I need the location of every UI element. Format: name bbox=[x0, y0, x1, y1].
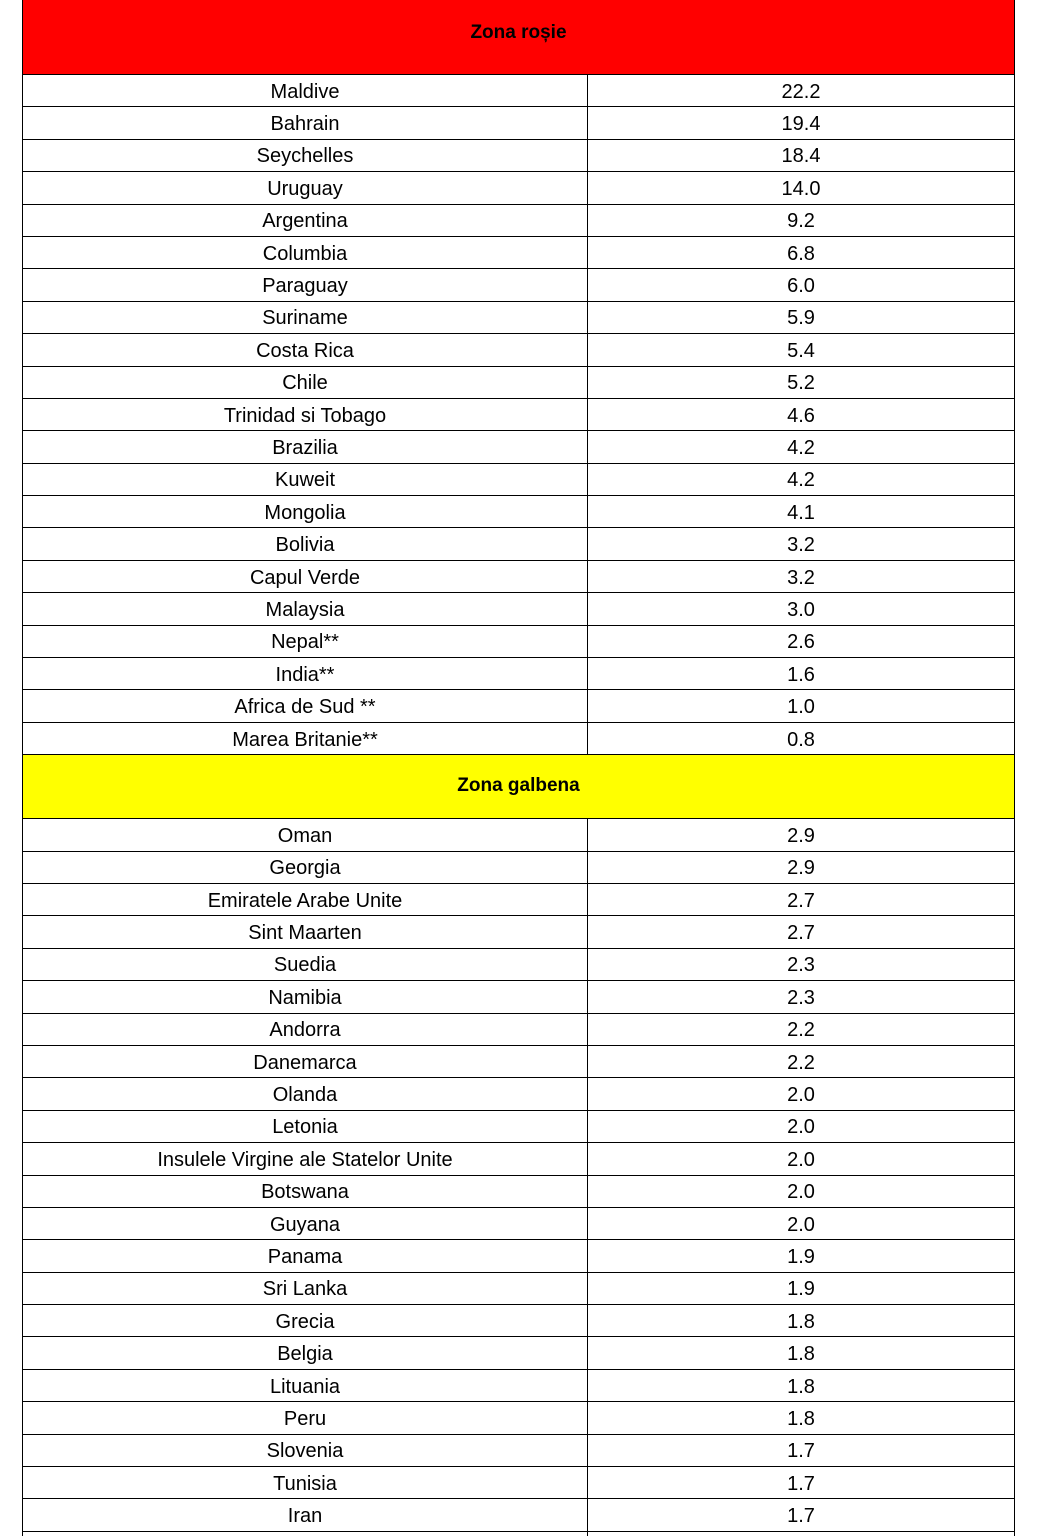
table-row bbox=[23, 949, 1014, 981]
country-cell: Nepal** bbox=[23, 626, 588, 657]
table-row bbox=[23, 981, 1014, 1013]
table-row bbox=[23, 658, 1014, 690]
country-cell: Slovenia bbox=[23, 1435, 588, 1466]
value-cell: 2.2 bbox=[787, 1019, 815, 1042]
value-cell: 6.8 bbox=[787, 242, 815, 265]
country-cell: Grecia bbox=[23, 1305, 588, 1336]
table-row bbox=[23, 1046, 1014, 1078]
value-cell: 9.2 bbox=[787, 210, 815, 233]
country-cell: Belgia bbox=[23, 1337, 588, 1368]
table-row bbox=[23, 528, 1014, 560]
yellow-zone-header: Zona galbena bbox=[23, 755, 1014, 819]
zone-table bbox=[22, 0, 1015, 1536]
red-zone-header: Zona roșie bbox=[23, 0, 1014, 75]
table-row bbox=[23, 1370, 1014, 1402]
value-cell: 1.7 bbox=[787, 1505, 815, 1528]
country-cell: Malaysia bbox=[23, 593, 588, 624]
value-cell: 22.2 bbox=[781, 80, 821, 103]
table-row bbox=[23, 1402, 1014, 1434]
country-cell: India** bbox=[23, 658, 588, 689]
value-cell: 1.8 bbox=[787, 1343, 815, 1366]
table-row bbox=[23, 1014, 1014, 1046]
value-cell: 2.7 bbox=[787, 889, 815, 912]
value-cell: 2.3 bbox=[787, 954, 815, 977]
country-cell: Peru bbox=[23, 1402, 588, 1433]
country-cell: Panama bbox=[23, 1240, 588, 1271]
value-cell: 18.4 bbox=[781, 145, 821, 168]
country-cell: Sint Maarten bbox=[23, 916, 588, 947]
country-cell: Africa de Sud ** bbox=[23, 690, 588, 721]
country-cell: Namibia bbox=[23, 981, 588, 1012]
country-cell: Mongolia bbox=[23, 496, 588, 527]
table-row bbox=[23, 1467, 1014, 1499]
value-cell: 2.3 bbox=[787, 986, 815, 1009]
value-cell: 2.6 bbox=[787, 631, 815, 654]
table-row bbox=[23, 1078, 1014, 1110]
table-row bbox=[23, 464, 1014, 496]
country-cell: Trinidad si Tobago bbox=[23, 399, 588, 430]
country-cell: Uruguay bbox=[23, 172, 588, 203]
table-row bbox=[23, 1435, 1014, 1467]
country-cell: Marea Britanie** bbox=[23, 723, 588, 754]
value-cell: 1.9 bbox=[787, 1278, 815, 1301]
table-row bbox=[23, 431, 1014, 463]
country-cell: Emiratele Arabe Unite bbox=[23, 884, 588, 915]
country-cell: Argentina bbox=[23, 205, 588, 236]
table-row bbox=[23, 140, 1014, 172]
country-cell: Bolivia bbox=[23, 528, 588, 559]
country-cell: Iran bbox=[23, 1499, 588, 1530]
table-row bbox=[23, 1240, 1014, 1272]
value-cell: 14.0 bbox=[781, 177, 821, 200]
value-cell: 2.0 bbox=[787, 1148, 815, 1171]
value-cell: 4.2 bbox=[787, 436, 815, 459]
country-cell: Insulele Virgine ale Statelor Unite bbox=[23, 1143, 588, 1174]
value-cell: 5.2 bbox=[787, 372, 815, 395]
country-cell: Oman bbox=[23, 819, 588, 850]
value-cell: 1.7 bbox=[787, 1472, 815, 1495]
value-cell: 5.4 bbox=[787, 339, 815, 362]
country-cell: Brazilia bbox=[23, 431, 588, 462]
table-row bbox=[23, 205, 1014, 237]
country-cell: Tunisia bbox=[23, 1467, 588, 1498]
country-cell: Maldive bbox=[23, 75, 588, 106]
value-cell: 1.8 bbox=[787, 1407, 815, 1430]
table-row bbox=[23, 852, 1014, 884]
value-cell: 2.0 bbox=[787, 1116, 815, 1139]
value-cell: 1.8 bbox=[787, 1375, 815, 1398]
country-cell: Danemarca bbox=[23, 1046, 588, 1077]
country-cell: Suedia bbox=[23, 949, 588, 980]
table-row bbox=[23, 723, 1014, 755]
table-row bbox=[23, 1111, 1014, 1143]
table-row bbox=[23, 1337, 1014, 1369]
table-row bbox=[23, 1305, 1014, 1337]
value-cell: 2.0 bbox=[787, 1181, 815, 1204]
table-row bbox=[23, 367, 1014, 399]
country-cell: Suriname bbox=[23, 302, 588, 333]
country-cell: Columbia bbox=[23, 237, 588, 268]
value-cell: 1.7 bbox=[787, 1440, 815, 1463]
table-row bbox=[23, 107, 1014, 139]
country-cell: Sri Lanka bbox=[23, 1273, 588, 1304]
value-cell: 3.2 bbox=[787, 566, 815, 589]
table-row bbox=[23, 1208, 1014, 1240]
table-row bbox=[23, 593, 1014, 625]
table-row bbox=[23, 916, 1014, 948]
country-cell: Botswana bbox=[23, 1176, 588, 1207]
value-cell: 1.0 bbox=[787, 696, 815, 719]
table-row-partial bbox=[23, 1532, 1014, 1536]
table-row bbox=[23, 1143, 1014, 1175]
country-cell: Olanda bbox=[23, 1078, 588, 1109]
table-row bbox=[23, 819, 1014, 851]
country-cell: Chile bbox=[23, 367, 588, 398]
table-row bbox=[23, 334, 1014, 366]
value-cell: 4.2 bbox=[787, 469, 815, 492]
value-cell: 2.2 bbox=[787, 1051, 815, 1074]
table-row bbox=[23, 399, 1014, 431]
table-row bbox=[23, 1273, 1014, 1305]
country-cell: Paraguay bbox=[23, 269, 588, 300]
value-cell: 6.0 bbox=[787, 275, 815, 298]
value-cell: 4.6 bbox=[787, 404, 815, 427]
value-cell: 2.0 bbox=[787, 1213, 815, 1236]
country-cell: Costa Rica bbox=[23, 334, 588, 365]
table-row bbox=[23, 561, 1014, 593]
country-cell: Lituania bbox=[23, 1370, 588, 1401]
table-row bbox=[23, 626, 1014, 658]
table-row bbox=[23, 1499, 1014, 1531]
value-cell: 2.7 bbox=[787, 922, 815, 945]
country-cell: Andorra bbox=[23, 1014, 588, 1045]
table-row bbox=[23, 269, 1014, 301]
table-row bbox=[23, 172, 1014, 204]
country-cell: Guyana bbox=[23, 1208, 588, 1239]
value-cell: 2.0 bbox=[787, 1084, 815, 1107]
value-cell: 2.9 bbox=[787, 824, 815, 847]
table-row bbox=[23, 1176, 1014, 1208]
value-cell: 3.2 bbox=[787, 534, 815, 557]
value-cell: 5.9 bbox=[787, 307, 815, 330]
table-row bbox=[23, 884, 1014, 916]
country-cell: Georgia bbox=[23, 852, 588, 883]
value-cell: 19.4 bbox=[781, 113, 821, 136]
value-cell: 1.6 bbox=[787, 663, 815, 686]
value-cell: 0.8 bbox=[787, 728, 815, 751]
value-cell: 3.0 bbox=[787, 598, 815, 621]
country-cell: Capul Verde bbox=[23, 561, 588, 592]
value-cell: 2.9 bbox=[787, 857, 815, 880]
table-row bbox=[23, 496, 1014, 528]
table-row bbox=[23, 75, 1014, 107]
country-cell-partial bbox=[23, 1532, 588, 1536]
table-row bbox=[23, 237, 1014, 269]
country-cell: Kuweit bbox=[23, 464, 588, 495]
country-cell: Seychelles bbox=[23, 140, 588, 171]
value-cell-partial bbox=[588, 1532, 1014, 1536]
value-cell: 4.1 bbox=[787, 501, 815, 524]
country-cell: Letonia bbox=[23, 1111, 588, 1142]
table-row bbox=[23, 302, 1014, 334]
country-cell: Bahrain bbox=[23, 107, 588, 138]
value-cell: 1.8 bbox=[787, 1310, 815, 1333]
value-cell: 1.9 bbox=[787, 1245, 815, 1268]
table-row bbox=[23, 690, 1014, 722]
